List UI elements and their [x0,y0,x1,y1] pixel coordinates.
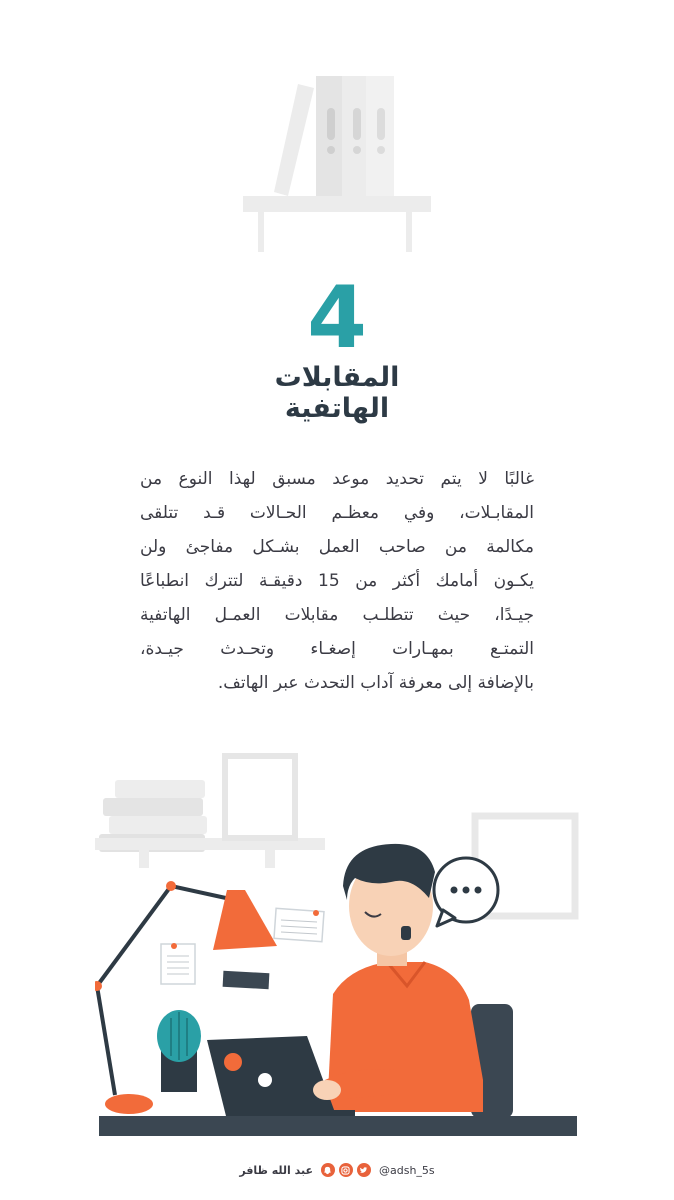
shelf-illustration-top [230,60,440,264]
social-handle[interactable]: @adsh_5s [378,1163,435,1177]
binders-on-shelf-icon [230,60,440,260]
footer [0,1158,674,1182]
title-line-2: الهاتفية [284,393,390,424]
body-paragraph [140,462,534,700]
body-line: بالإضافة إلى معرفة آداب التحدث عبر الهاتف. [217,673,534,693]
desk-illustration [95,750,585,1154]
title-line-1: المقابلات [274,362,400,393]
body-line: التمتـع بمهـارات إصغـاء وتحـدث جيـدة، [140,639,534,659]
instagram-icon[interactable] [339,1163,353,1177]
author-name: عبد الله ظافر [239,1163,313,1177]
snapchat-icon[interactable] [321,1163,335,1177]
body-line: جيـدًا، حيث تتطلـب مقابلات العمـل الهاتفية [140,605,534,625]
twitter-icon[interactable] [357,1163,371,1177]
body-line: غالبًا لا يتم تحديد موعد مسبق لهذا النوع من [140,469,534,489]
body-line: مكالمة من صاحب العمل بشـكل مفاجئ ولن [140,537,534,557]
page-title [0,362,674,424]
step-number: 4 [307,268,367,368]
body-line: المقابـلات، وفي معظـم الحـالات قـد تتلقى [140,503,534,523]
man-working-laptop-icon [95,750,585,1150]
body-line: يكـون أمامك أكثر من 15 دقيقـة لتترك انطباعًا [140,571,534,591]
